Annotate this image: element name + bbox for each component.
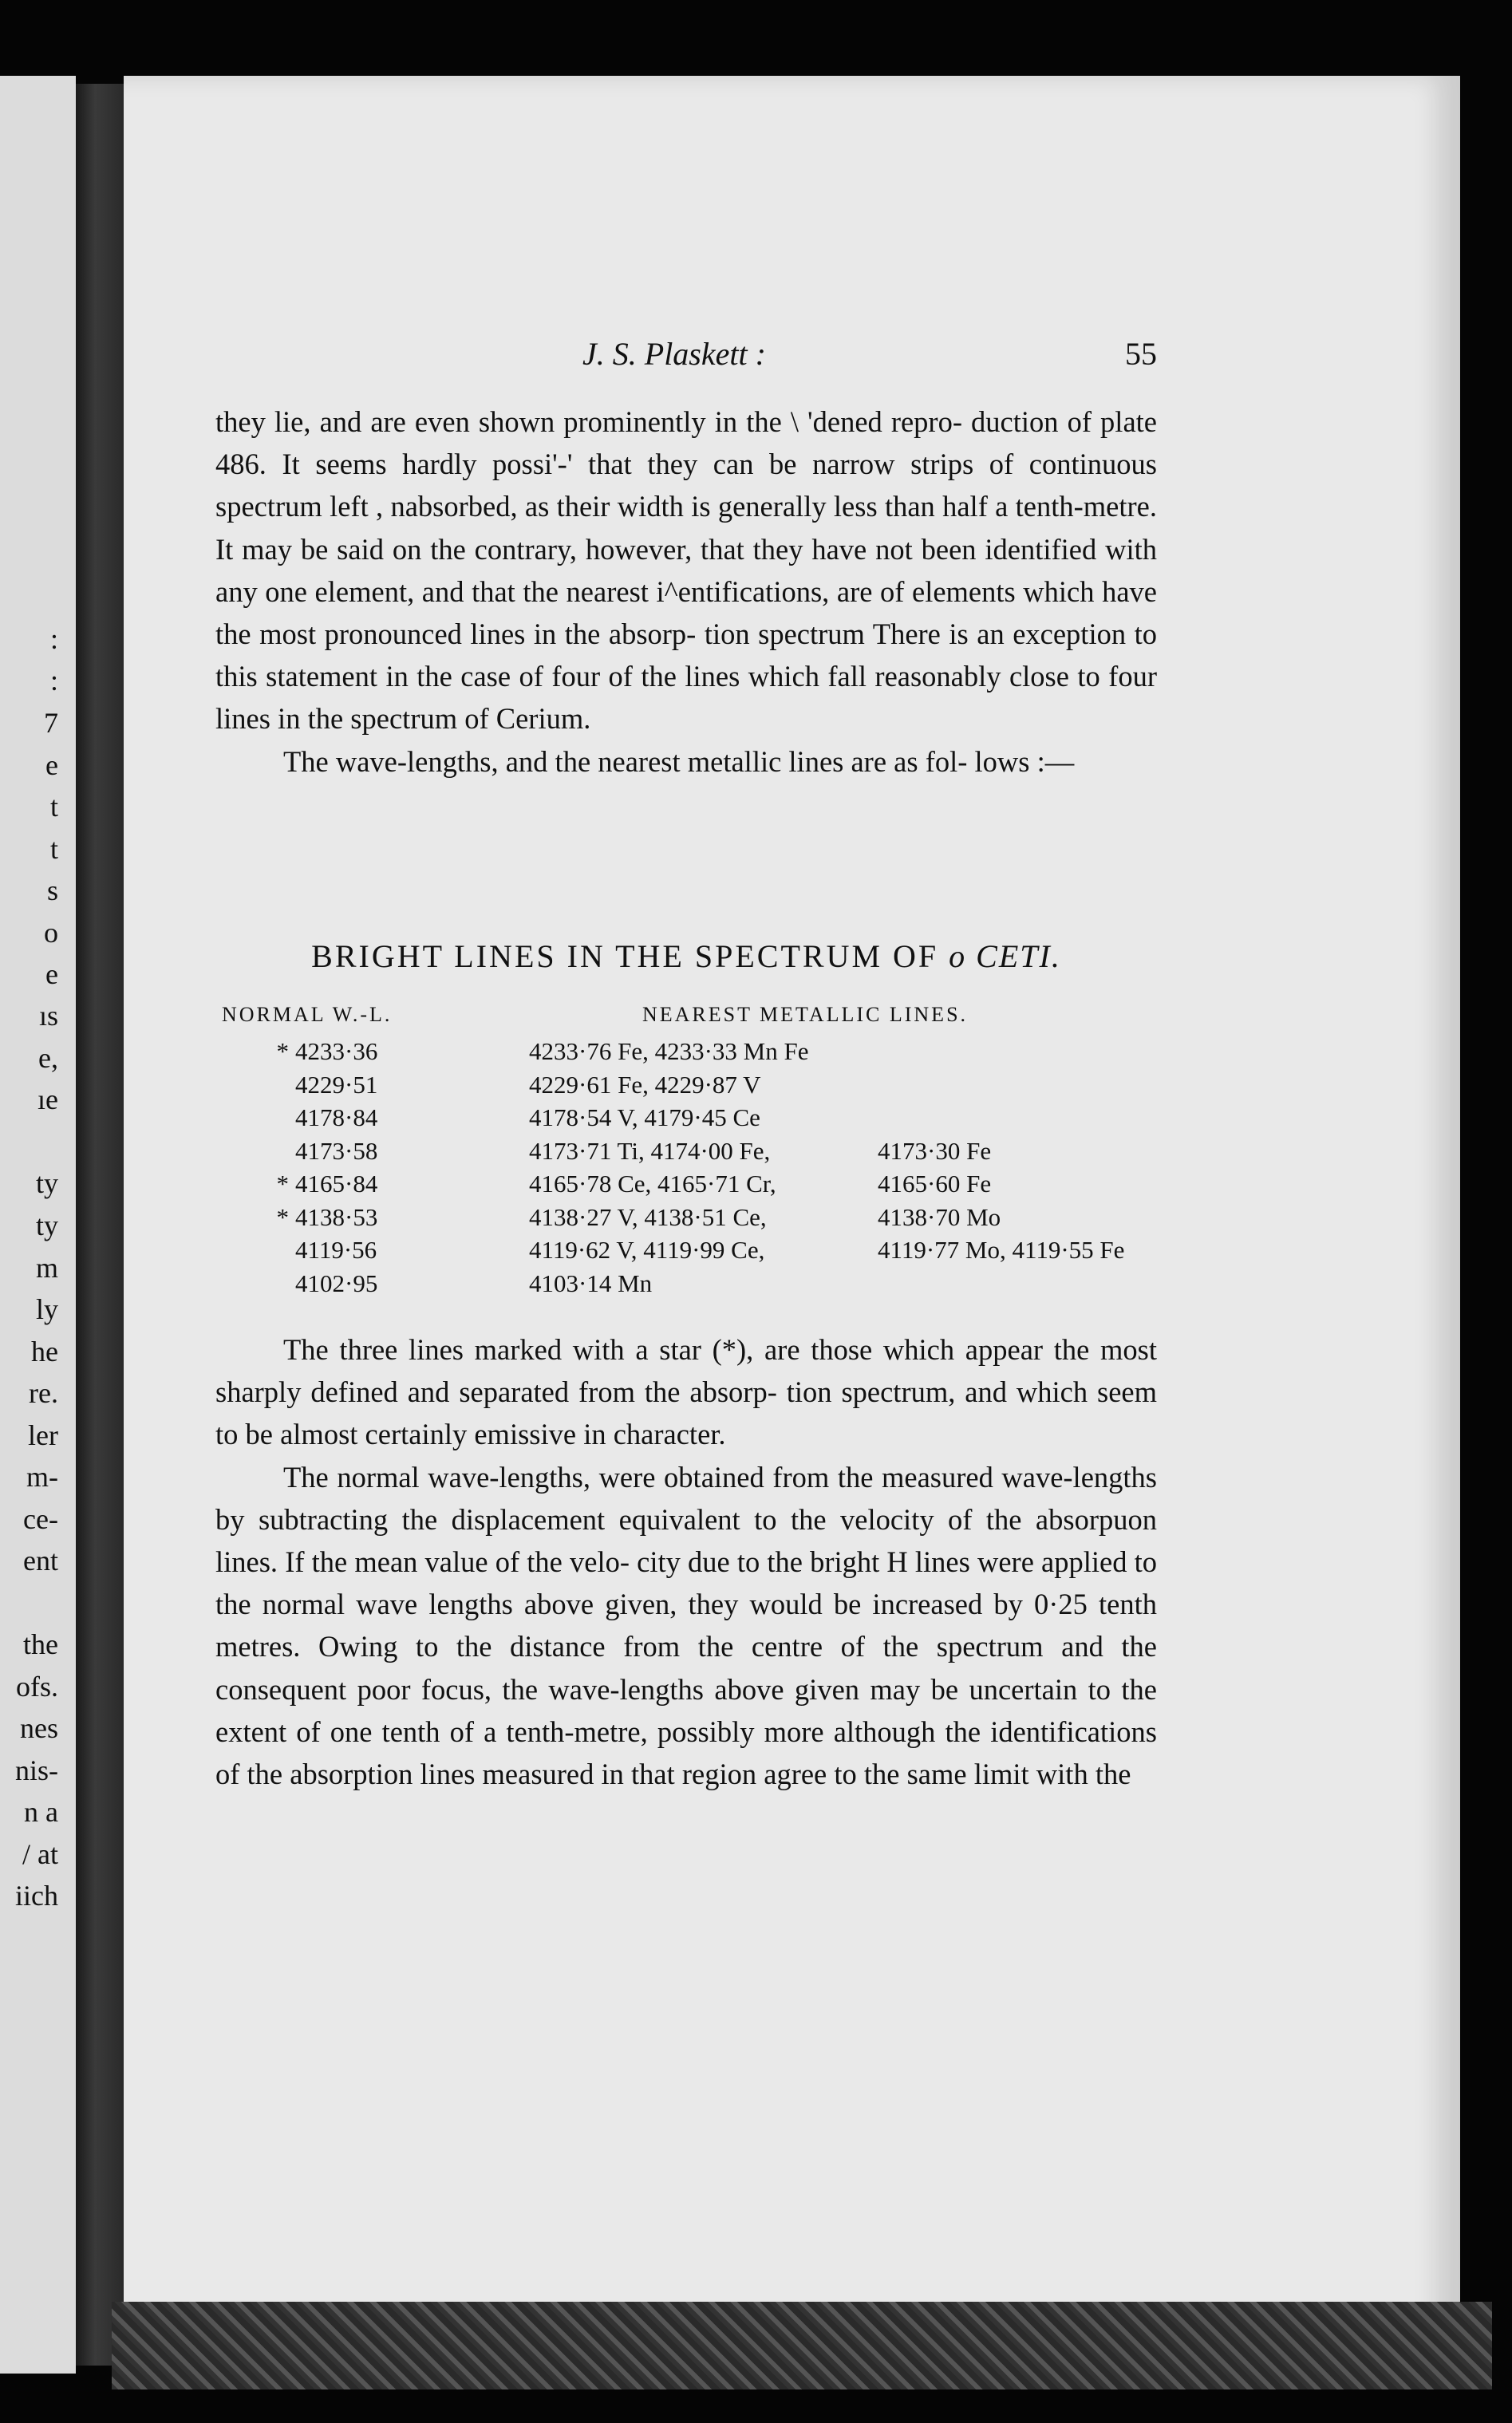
normal-wavelength: 4138·53 <box>295 1202 378 1231</box>
left-fragment: ty <box>35 1210 58 1241</box>
running-head-title: J. S. Plaskett : <box>582 336 766 372</box>
nearest-lines: 4229·61 Fe, 4229·87 V <box>529 1070 761 1099</box>
left-fragment: o <box>44 917 58 949</box>
left-fragment: iich <box>15 1880 58 1912</box>
page-bottom-edge <box>112 2302 1492 2389</box>
left-fragment: m <box>35 1252 58 1284</box>
normal-wavelength: 4233·36 <box>295 1037 378 1065</box>
paragraph: they lie, and are even shown prominently in the \ 'dened repro- duction of plate 486. It seems hardly possi'-' that they can be narrow strips of continuous spectrum left , nabsorbed, as their width is generally less than half a tenth-metre. It may be said on the contrary, however, that they have not been identified with any one element, and that the nearest i^entifications, are of elements which have the most pronounced lines in the absorp- tion spectrum There is an exception to this statement in the case of four of the lines which fall reasonably close to four lines in the spectrum of Cerium. <box>215 405 1157 736</box>
left-fragment: 7 <box>44 707 58 739</box>
additional-lines: 4173·30 Fe <box>878 1136 992 1165</box>
table-row <box>215 1071 1197 1104</box>
nearest-lines: 4178·54 V, 4179·45 Ce <box>529 1103 760 1131</box>
table-row <box>215 1037 1197 1071</box>
left-fragment: / at <box>22 1838 58 1870</box>
left-fragment: e <box>45 958 58 990</box>
additional-lines: 4138·70 Mo <box>878 1202 1001 1231</box>
table-row <box>215 1103 1197 1137</box>
normal-wavelength: 4102·95 <box>295 1269 378 1297</box>
left-fragment: nis- <box>15 1754 58 1786</box>
body-text-bottom <box>215 1328 1157 1795</box>
left-fragment: : <box>49 623 58 655</box>
left-fragment: he <box>31 1336 58 1367</box>
left-fragment: re. <box>29 1377 58 1409</box>
normal-wavelength: 4119·56 <box>295 1236 377 1264</box>
left-fragment: ly <box>35 1293 58 1325</box>
book-gutter <box>76 84 124 2366</box>
body-text-top <box>215 401 1157 783</box>
left-fragment: t <box>49 791 58 823</box>
running-head <box>215 335 1157 375</box>
left-fragment: t <box>49 833 58 865</box>
left-fragment: ıe <box>38 1083 58 1115</box>
left-fragment: ler <box>28 1419 58 1451</box>
nearest-lines: 4103·14 Mn <box>529 1269 653 1297</box>
normal-wavelength: 4178·84 <box>295 1103 378 1131</box>
star-marker: * <box>276 1170 289 1198</box>
normal-wavelength: 4165·84 <box>295 1170 378 1198</box>
left-fragment: nes <box>20 1712 58 1744</box>
left-fragment: e, <box>38 1042 58 1074</box>
additional-lines: 4119·77 Mo, 4119·55 Fe <box>878 1236 1125 1264</box>
paragraph: The wave-lengths, and the nearest metallic lines are as fol- lows :— <box>283 744 1075 778</box>
paragraph: The normal wave-lengths, were obtained from the measured wave-lengths by subtracting the displacement equivalent to the velocity of the absorpuon lines. If the mean value of the velo- city due to the bright H lines were applied to the normal wave lengths above given, they would be increased by 0·25 tenth metres. Owing to the distance from the centre of the spectrum and the consequent poor focus, the wave-lengths above given may be uncertain to the extent of one tenth of a tenth-metre, possibly more although the identifications of the absorption lines measured in that region agree to the same limit with the <box>215 1460 1157 1791</box>
table-title-text: BRIGHT LINES IN THE SPECTRUM OF <box>311 938 939 974</box>
left-fragment: ıs <box>38 1000 58 1032</box>
left-fragment: m- <box>26 1461 58 1493</box>
left-fragment: ty <box>35 1167 58 1199</box>
page-number: 55 <box>1125 336 1157 372</box>
table-row <box>215 1137 1197 1170</box>
left-fragment: e <box>45 749 58 781</box>
star-marker: * <box>276 1202 289 1231</box>
additional-lines: 4165·60 Fe <box>878 1170 992 1198</box>
left-fragment: ce- <box>23 1503 58 1535</box>
left-fragment: ent <box>23 1545 58 1577</box>
star-marker: * <box>276 1037 289 1065</box>
table-title <box>215 937 1157 975</box>
column-header-normal: NORMAL W.-L. <box>222 1003 393 1026</box>
left-fragment: s <box>46 874 58 906</box>
table-row <box>215 1203 1197 1237</box>
table-row <box>215 1170 1197 1203</box>
left-fragment: ofs. <box>16 1671 58 1703</box>
nearest-lines: 4138·27 V, 4138·51 Ce, <box>529 1202 767 1231</box>
normal-wavelength: 4173·58 <box>295 1136 378 1165</box>
normal-wavelength: 4229·51 <box>295 1070 378 1099</box>
lines-table <box>215 1037 1197 1302</box>
table-title-star-name: o CETI. <box>949 938 1061 974</box>
left-fragment: the <box>23 1628 58 1660</box>
nearest-lines: 4119·62 V, 4119·99 Ce, <box>529 1236 765 1264</box>
nearest-lines: 4165·78 Ce, 4165·71 Cr, <box>529 1170 776 1198</box>
column-header-nearest: NEAREST METALLIC LINES. <box>642 1003 969 1026</box>
nearest-lines: 4233·76 Fe, 4233·33 Mn Fe <box>529 1037 809 1065</box>
left-fragment: : <box>49 665 58 697</box>
table-row <box>215 1236 1197 1269</box>
paragraph: The three lines marked with a star (*), are those which appear the most sharply defined and separated from the absorp- tion spectrum, and which seem to be almost certainly emissive in character. <box>215 1333 1157 1451</box>
nearest-lines: 4173·71 Ti, 4174·00 Fe, <box>529 1136 771 1165</box>
table-row <box>215 1269 1197 1303</box>
left-fragment: n a <box>24 1796 58 1828</box>
